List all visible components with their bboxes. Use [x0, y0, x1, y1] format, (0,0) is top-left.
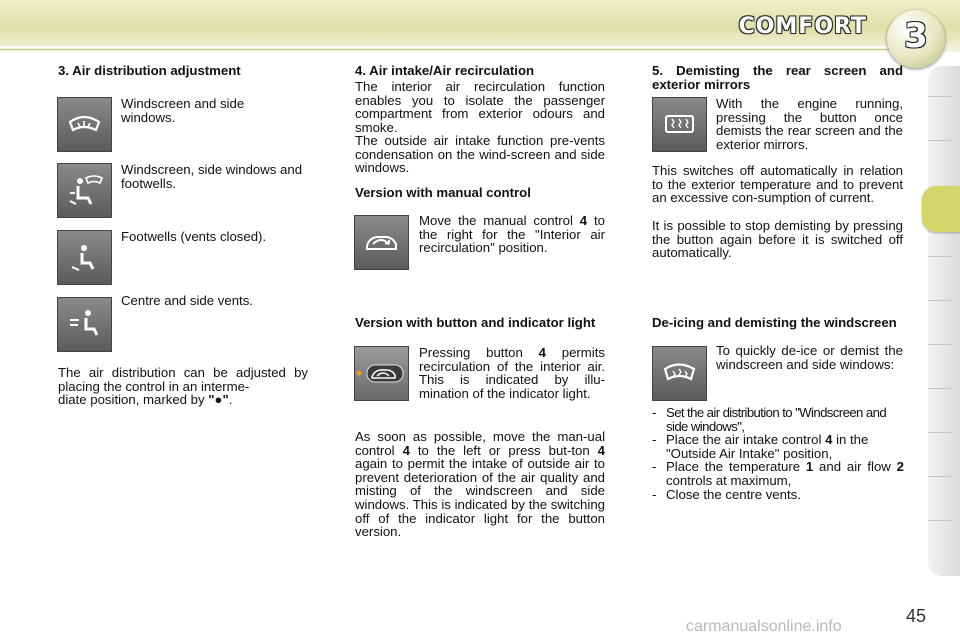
button-number: 4 — [538, 345, 546, 360]
button-text-a: Pressing button — [419, 345, 539, 360]
face-vents-icon — [57, 297, 112, 352]
chapter-tab-divider — [928, 344, 952, 345]
chapter-tab-divider — [928, 520, 952, 521]
recirculation-button-icon — [354, 346, 409, 401]
deicing-step — [648, 406, 904, 433]
header-rule — [0, 46, 905, 48]
intermediate-note-end: . — [228, 392, 233, 408]
chapter-title: COMFORT — [738, 14, 867, 39]
soon-text-c: again to permit the intake of outside air to prevent deterioration of the air quality and misting of the windscreen and side windows. This is indicated by the switching off of the indicator light for the button version. — [355, 456, 605, 540]
step-3-text-a: Place the temperature — [666, 459, 806, 475]
windscreen-demist-icon — [652, 346, 707, 401]
intermediate-note-line2: diate position, marked by — [58, 392, 209, 408]
manual-text-a: Move the manual control — [419, 213, 580, 228]
rear-demist-text: With the engine running, pressing the button once demists the rear screen and the exterior mirrors. — [716, 96, 903, 152]
rear-screen-demist-icon — [652, 97, 707, 152]
section-5-heading: 5. Demisting the rear screen and exterior mirrors — [652, 63, 903, 92]
watermark: carmanualsonline.info — [686, 618, 842, 635]
deicing-step — [648, 433, 904, 460]
manual-control-heading: Version with manual control — [355, 185, 531, 200]
button-version-heading: Version with button and indicator light — [355, 315, 596, 330]
step-3-text-end: controls at maximum, — [666, 472, 792, 488]
windscreen-defrost-icon — [57, 97, 112, 152]
chapter-tab-divider — [928, 476, 952, 477]
chapter-badge — [887, 10, 945, 68]
footwell-icon — [57, 230, 112, 285]
step-3-text-b: and air flow — [813, 459, 897, 475]
step-4-text: Close the centre vents. — [666, 486, 801, 502]
chapter-tab-active — [922, 186, 960, 232]
chapter-tab-divider — [928, 140, 952, 141]
step-1-text: Set the air distribution to "Windscreen and side windows", — [666, 405, 887, 434]
chapter-tab-divider — [928, 96, 952, 97]
manual-control-number: 4 — [579, 213, 588, 228]
deicing-step-list — [648, 406, 904, 501]
distribution-label-windscreen-footwells: Windscreen, side windows and footwells. — [121, 162, 303, 191]
step-2-number: 4 — [825, 432, 833, 448]
deicing-heading: De-icing and demisting the windscreen — [652, 315, 897, 330]
deicing-step — [648, 460, 904, 487]
soon-number-2: 4 — [597, 442, 605, 458]
section-3-heading: 3. Air distribution adjustment — [58, 63, 241, 78]
chapter-tab-divider — [928, 432, 952, 433]
air-intake-intro: The outside air intake function pre-vents condensation on the wind-screen and side windows. — [355, 133, 605, 176]
auto-switch-off-text: This switches off automatically in relation to the exterior temperature and to prevent an excessive con-sumption of current. — [652, 163, 903, 206]
step-2-text-b: in the "Outside Air Intake" position, — [666, 432, 869, 461]
soon-text-a: As soon as possible, move the man-ual control — [355, 429, 605, 458]
chapter-tabs — [928, 66, 960, 576]
intermediate-position-note — [58, 366, 308, 407]
page-number: 45 — [906, 606, 927, 626]
recirculation-icon — [354, 215, 409, 270]
stop-demisting-text: It is possible to stop demisting by pressing the button again before it is switched off automatically. — [652, 218, 903, 261]
soon-number-1: 4 — [402, 442, 410, 458]
deicing-steps — [648, 406, 904, 501]
distribution-label-centre-side: Centre and side vents. — [121, 293, 253, 308]
button-version-text — [419, 346, 605, 400]
distribution-label-windscreen: Windscreen and side windows. — [121, 96, 245, 125]
return-outside-air-text — [355, 430, 605, 539]
chapter-tab-divider — [928, 388, 952, 389]
intermediate-mark: "●" — [208, 392, 229, 408]
step-3-number: 1 — [805, 459, 814, 475]
recirculation-intro: The interior air recirculation function enables you to isolate the passenger compartment from exterior odours and smoke. — [355, 79, 605, 135]
step-3-number-2: 2 — [896, 459, 904, 475]
chapter-tab-divider — [928, 256, 952, 257]
distribution-label-footwells: Footwells (vents closed). — [121, 229, 267, 244]
intermediate-note-line1: The air distribution can be adjusted by placing the control in an interme- — [58, 365, 308, 394]
chapter-tab-divider — [928, 300, 952, 301]
deicing-text: To quickly de-ice or demist the windscreen and side windows: — [716, 343, 903, 372]
section-4-heading: 4. Air intake/Air recirculation — [355, 63, 535, 78]
header-rule-shadow — [0, 49, 905, 50]
manual-control-text — [419, 214, 605, 255]
chapter-number: 3 — [904, 16, 928, 56]
manual-text-b: to the right for the "Interior air recirculation" position. — [419, 213, 605, 256]
soon-text-b: to the left or press but-ton — [409, 442, 598, 458]
windscreen-footwell-icon — [57, 163, 112, 218]
deicing-step — [648, 488, 904, 502]
step-2-text-a: Place the air intake control — [666, 432, 826, 448]
button-text-b: permits recirculation of the interior air. This is indicated by illu-mination of the indicator light. — [419, 345, 605, 401]
